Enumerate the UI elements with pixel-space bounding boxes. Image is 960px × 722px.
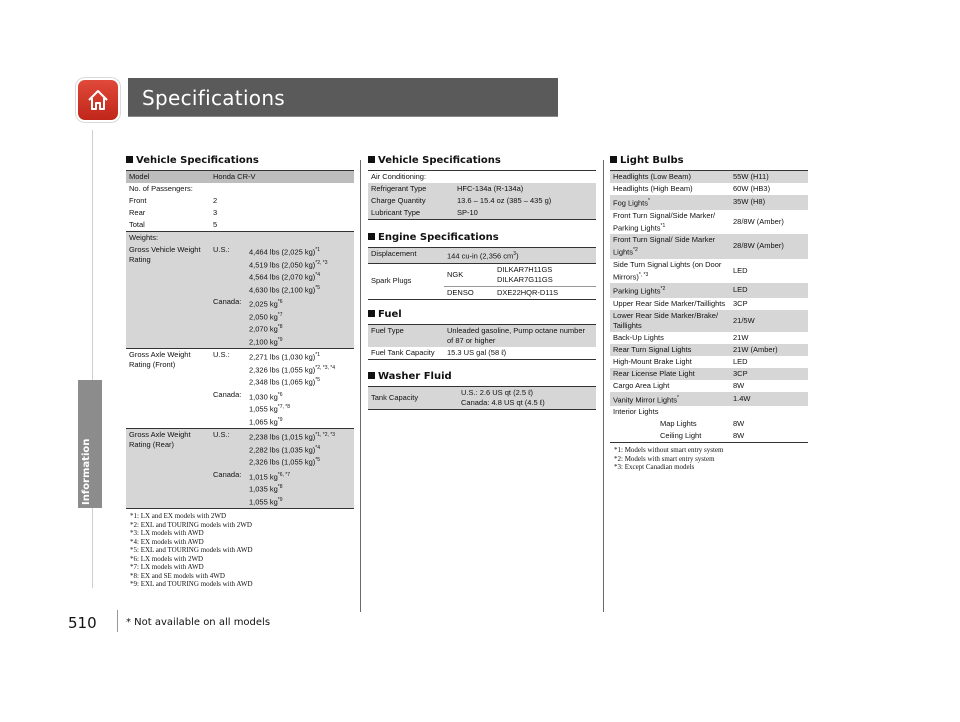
gvw-ca-values	[246, 296, 354, 349]
weight-value: 2,025 $kg^{*6}$	[249, 299, 283, 309]
row-label: Charge Quantity	[368, 195, 454, 207]
row-cell	[730, 406, 808, 418]
us-label: U.S.:	[210, 244, 246, 296]
row-value: 144 cu-in (2,356 $cm^3$)	[444, 248, 596, 264]
title-bar	[128, 78, 558, 116]
row-value: LED	[733, 356, 748, 366]
row-label: Tank Capacity	[368, 387, 458, 410]
row-label: Front Turn Signal/ Side Marker Lights$^{*2}$	[610, 234, 730, 259]
section-title: Engine Specifications	[368, 232, 596, 243]
fuel-section	[368, 309, 596, 360]
row-cell: Interior Lights	[613, 407, 659, 416]
row-value: 28/8W (Amber)	[733, 216, 784, 226]
table-row	[610, 380, 808, 392]
footer-rule	[117, 610, 118, 632]
row-label: Total	[129, 220, 145, 229]
row-label: Fuel Type	[368, 325, 444, 348]
weight-value: 4,564 lbs (2,070 kg)$^{*4}$	[249, 272, 321, 282]
row-value: 21/5W	[730, 310, 808, 332]
weight-value: 4,519 lbs (2,050 kg)$^{*2, *3}$	[249, 259, 328, 269]
row-value: 5	[213, 220, 218, 229]
row-label: Rear License Plate Light	[610, 368, 730, 380]
row-value: 60W (HB3)	[733, 184, 771, 193]
row-label: Rear	[129, 208, 146, 217]
table-row	[610, 430, 808, 443]
denso-value: DXE22HQR-D11S	[497, 287, 559, 297]
table-row	[610, 195, 808, 210]
title-rule	[128, 116, 558, 117]
row-cell: 8W	[733, 431, 745, 440]
footnote-item: *1: Models without smart entry system	[614, 446, 724, 454]
washer-table	[368, 386, 596, 410]
section-title: Washer Fluid	[368, 371, 596, 382]
gvw-us-values	[246, 244, 354, 296]
row-value: 28/8W (Amber)	[730, 234, 808, 259]
ac-table	[368, 170, 596, 220]
row-label: Vanity Mirror Lights*	[610, 392, 730, 407]
weight-value: 2,050 $kg^{*7}$	[249, 311, 283, 321]
ac-section	[368, 155, 596, 220]
table-row	[610, 183, 808, 195]
table-row	[368, 171, 596, 184]
weight-value: 4,464 lbs (2,025 kg)$^{*1}$	[249, 247, 321, 257]
row-label: Air Conditioning:	[371, 172, 427, 181]
weight-value: 2,271 lbs (1,030 kg)$^{*1}$	[249, 352, 321, 362]
weights-label: Weights:	[126, 232, 354, 245]
footnote-item: *9: EXL and TOURING models with AWD	[130, 580, 253, 588]
table-row	[610, 344, 808, 356]
column-divider	[603, 160, 604, 612]
row-value: 15.3 US gal (58 ℓ)	[447, 348, 507, 357]
table-row	[610, 171, 808, 184]
table-row	[610, 310, 808, 332]
row-cell: Map Lights	[660, 419, 697, 428]
weight-value: 2,348 lbs (1,065 kg)$^{*5}$	[249, 377, 321, 387]
fuel-table	[368, 324, 596, 360]
row-label: Headlights (Low Beam)	[610, 171, 730, 184]
weight-value: 1,035 $kg^{*8}$	[249, 484, 283, 494]
row-label: Rear Turn Signal Lights	[610, 344, 730, 356]
side-rule-lower	[92, 508, 93, 588]
row-label: Headlights (High Beam)	[613, 184, 693, 193]
row-value: 3CP	[733, 298, 748, 308]
table-row	[610, 210, 808, 235]
row-value: 3CP	[730, 368, 808, 380]
row-value: 55W (H11)	[730, 171, 808, 184]
column-divider	[360, 160, 361, 612]
table-row	[610, 259, 808, 284]
vehicle-specs-table	[126, 170, 354, 509]
row-value: HFC-134a (R-134a)	[454, 183, 596, 195]
footnotes	[610, 446, 808, 472]
footnote-item: *5: EXL and TOURING models with AWD	[130, 546, 253, 554]
gawr-ca-values	[246, 469, 354, 509]
row-label: Refrigerant Type	[368, 183, 454, 195]
light-bulbs-section	[610, 155, 808, 472]
ngk-values: DILKAR7H11GS DILKAR7G11GS	[497, 264, 553, 284]
us-label: U.S.:	[213, 350, 230, 359]
table-row	[610, 283, 808, 298]
section-title: Fuel	[368, 309, 596, 320]
footnote-item: *3: LX models with AWD	[130, 529, 204, 537]
table-row	[610, 392, 808, 407]
side-rule	[92, 130, 93, 380]
table-row	[610, 406, 808, 418]
light-bulbs-table	[610, 170, 808, 443]
footnote: * Not available on all models	[126, 617, 271, 628]
row-label: Lower Rear Side Marker/Brake/ Taillights	[610, 310, 730, 332]
row-label: Side Turn Signal Lights (on Door Mirrors)$^{*, *3}$	[613, 259, 722, 281]
weight-value: 1,055 $kg^{*7, *8}$	[249, 404, 291, 414]
home-button[interactable]	[78, 80, 118, 120]
weight-value: 2,326 lbs (1,055 kg)$^{*5}$	[249, 457, 321, 467]
row-cell: 8W	[733, 419, 745, 428]
page-number: 510	[68, 614, 97, 632]
denso-label: DENSO	[447, 287, 474, 297]
table-row	[368, 195, 596, 207]
footnote-item: *7: LX models with AWD	[130, 563, 204, 571]
side-tab-information[interactable]	[78, 380, 102, 508]
canada-label: Canada:	[213, 389, 242, 399]
ngk-label: NGK	[447, 269, 464, 279]
engine-section	[368, 232, 596, 300]
section-title: Vehicle Specifications	[368, 155, 596, 166]
side-tab-label: Information	[81, 438, 92, 505]
row-value: 21W (Amber)	[730, 344, 808, 356]
canada-label: Canada:	[210, 469, 246, 509]
weight-value: 1,055 $kg^{*9}$	[249, 496, 283, 506]
weight-value: 2,100 $kg^{*9}$	[249, 336, 283, 346]
row-label: Front	[129, 196, 147, 205]
weight-value: 2,238 lbs (1,015 kg)$^{*1, *2, *3}$	[249, 432, 336, 442]
row-label: Cargo Area Light	[613, 380, 670, 390]
us-label: U.S.:	[210, 429, 246, 469]
footnote-item: *2: Models with smart entry system	[614, 454, 715, 463]
passengers-label: No. of Passengers:	[129, 184, 193, 193]
row-label: High-Mount Brake Light	[613, 356, 692, 366]
row-value	[454, 171, 596, 184]
header-model-value: Honda CR-V	[210, 171, 354, 184]
weight-value: 2,326 lbs (1,055 kg)$^{*2, *3, *4}$	[249, 364, 336, 374]
table-row	[610, 356, 808, 368]
footnote-item: *8: EX and SE models with 4WD	[130, 571, 225, 580]
row-value: 3	[213, 208, 218, 217]
page-title: Specifications	[142, 86, 286, 110]
row-value: U.S.: 2.6 US qt (2.5 ℓ) Canada: 4.8 US qt (4.5 ℓ)	[458, 387, 596, 410]
table-row	[368, 347, 596, 360]
table-row	[610, 234, 808, 259]
row-value: 2	[213, 196, 218, 205]
row-label: Fuel Tank Capacity	[371, 348, 435, 357]
gvw-label: Gross Vehicle Weight Rating	[126, 244, 210, 296]
row-value: LED	[730, 283, 808, 298]
weight-value: 4,630 lbs (2,100 kg)$^{*5}$	[249, 284, 321, 294]
row-value: LED	[733, 265, 748, 275]
weight-value: 2,070 $kg^{*8}$	[249, 324, 283, 334]
row-value: SP-10	[454, 207, 596, 220]
vehicle-specs-section	[126, 155, 354, 589]
footnote-item: *1: LX and EX models with 2WD	[130, 512, 227, 520]
gawr-label: Gross Axle Weight Rating (Rear)	[126, 429, 210, 469]
table-row	[368, 325, 596, 348]
table-row	[368, 207, 596, 220]
weight-value: 2,282 lbs (1,035 kg)$^{*4}$	[249, 444, 321, 454]
row-cell: Ceiling Light	[660, 431, 702, 440]
weight-value: 1,065 $kg^{*9}$	[249, 416, 283, 426]
gawf-label: Gross Axle Weight Rating (Front)	[129, 350, 191, 369]
table-row	[368, 183, 596, 195]
section-title: Vehicle Specifications	[126, 155, 354, 166]
row-value: 35W (H8)	[730, 195, 808, 210]
row-label: Displacement	[368, 248, 444, 264]
header-model: Model	[126, 171, 210, 184]
table-row	[610, 298, 808, 310]
row-label: Back-Up Lights	[613, 332, 664, 342]
row-value: 13.6 – 15.4 oz (385 – 435 g)	[454, 195, 596, 207]
footnote-item: *4: EX models with AWD	[130, 537, 204, 546]
row-value: 1.4W	[730, 392, 808, 407]
row-value: 21W	[733, 332, 749, 342]
section-title: Light Bulbs	[610, 155, 808, 166]
table-row	[610, 332, 808, 344]
row-label: Lubricant Type	[368, 207, 454, 220]
engine-table	[368, 247, 596, 300]
home-icon	[86, 88, 110, 112]
row-label: Fog Lights*	[610, 195, 730, 210]
row-value: 8W	[733, 380, 745, 390]
table-row	[610, 418, 808, 430]
spark-plugs-label: Spark Plugs	[371, 276, 412, 285]
weight-value: 1,015 $kg^{*6, *7}$	[249, 471, 291, 481]
row-label: Front Turn Signal/Side Marker/ Parking Lights$^{*1}$	[613, 210, 716, 232]
row-value: Unleaded gasoline, Pump octane number of 87 or higher	[444, 325, 596, 348]
table-row	[610, 368, 808, 380]
footnotes	[126, 512, 354, 589]
gawf-us-values	[246, 349, 354, 389]
row-label: Parking Lights$^{*2}$	[610, 283, 730, 298]
gawf-ca-values	[246, 389, 354, 429]
footnote-item: *2: EXL and TOURING models with 2WD	[130, 520, 252, 529]
row-label: Upper Rear Side Marker/Taillights	[613, 298, 726, 308]
footnote-item: *6: LX models with 2WD	[130, 554, 204, 563]
canada-label: Canada:	[210, 296, 246, 349]
weight-value: 1,030 $kg^{*6}$	[249, 391, 283, 401]
washer-section	[368, 371, 596, 410]
gawr-us-values	[246, 429, 354, 469]
footnote-item: *3: Except Canadian models	[614, 463, 695, 471]
